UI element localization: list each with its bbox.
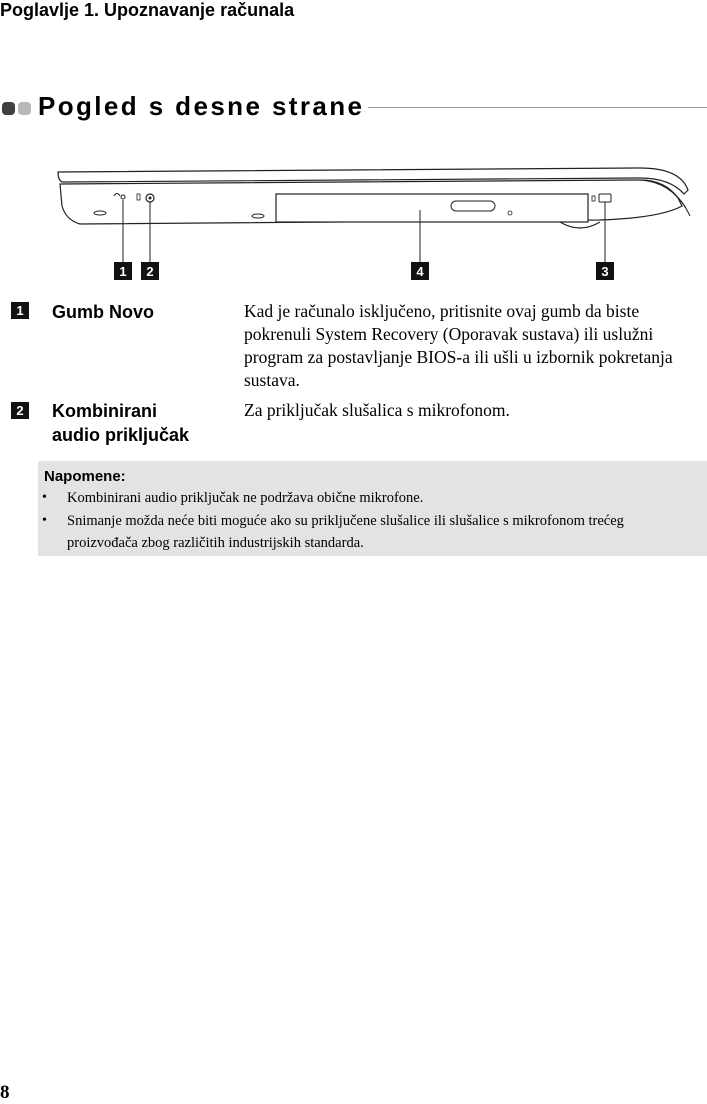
note-text: Kombinirani audio priključak ne podržava obične mikrofone. bbox=[67, 490, 424, 506]
dark-dot-icon bbox=[2, 102, 15, 115]
note-text bbox=[67, 510, 707, 554]
callout-2 bbox=[141, 262, 159, 280]
item-description: Za priključak slušalica s mikrofonom. bbox=[244, 400, 510, 420]
note-bullet bbox=[38, 487, 707, 509]
note-bullet bbox=[38, 510, 707, 554]
description-line: program za postavljanje BIOS-a ili ušli u izbornik pokretanja bbox=[244, 347, 673, 367]
term-line: audio priključak bbox=[52, 425, 190, 445]
note-box bbox=[38, 461, 707, 556]
item-kombinirani-audio bbox=[0, 399, 707, 451]
term-line: Kombinirani bbox=[52, 401, 158, 421]
laptop-right-side-illustration bbox=[40, 150, 707, 290]
svg-text:4: 4 bbox=[416, 264, 424, 279]
item-number-badge: 1 bbox=[11, 302, 29, 319]
note-line: proizvođača zbog različitih industrijskih standarda. bbox=[67, 535, 364, 551]
description-line: pokrenuli System Recovery (Oporavak sustava) ili uslužni bbox=[244, 324, 654, 344]
note-title: Napomene: bbox=[44, 468, 126, 485]
section-bullet-dots bbox=[2, 102, 34, 120]
item-number-badge: 2 bbox=[11, 402, 29, 419]
callout-1 bbox=[114, 262, 132, 280]
page-number: 8 bbox=[0, 1082, 10, 1103]
svg-text:3: 3 bbox=[601, 264, 609, 279]
svg-text:2: 2 bbox=[146, 264, 154, 279]
item-gumb-novo bbox=[0, 300, 707, 395]
callout-3 bbox=[596, 262, 614, 280]
note-line: Snimanje možda neće biti moguće ako su priključene slušalice ili slušalice s mikrofonom trećeg bbox=[67, 513, 624, 529]
light-dot-icon bbox=[18, 102, 31, 115]
chapter-title: Poglavlje 1. Upoznavanje računala bbox=[0, 0, 295, 20]
callout-4 bbox=[411, 262, 429, 280]
description-line: sustava. bbox=[244, 370, 300, 390]
item-term: Gumb Novo bbox=[52, 302, 154, 322]
item-term bbox=[52, 399, 232, 447]
bullet-icon: • bbox=[42, 513, 47, 528]
description-line: Kad je računalo isključeno, pritisnite ovaj gumb da biste bbox=[244, 301, 640, 321]
svg-text:1: 1 bbox=[119, 264, 127, 279]
bullet-icon: • bbox=[42, 490, 47, 505]
laptop-right-side-figure bbox=[40, 150, 707, 290]
section-rule bbox=[368, 107, 707, 108]
section-title: Pogled s desne strane bbox=[38, 91, 365, 121]
section-heading bbox=[0, 90, 707, 124]
item-description bbox=[244, 300, 706, 392]
